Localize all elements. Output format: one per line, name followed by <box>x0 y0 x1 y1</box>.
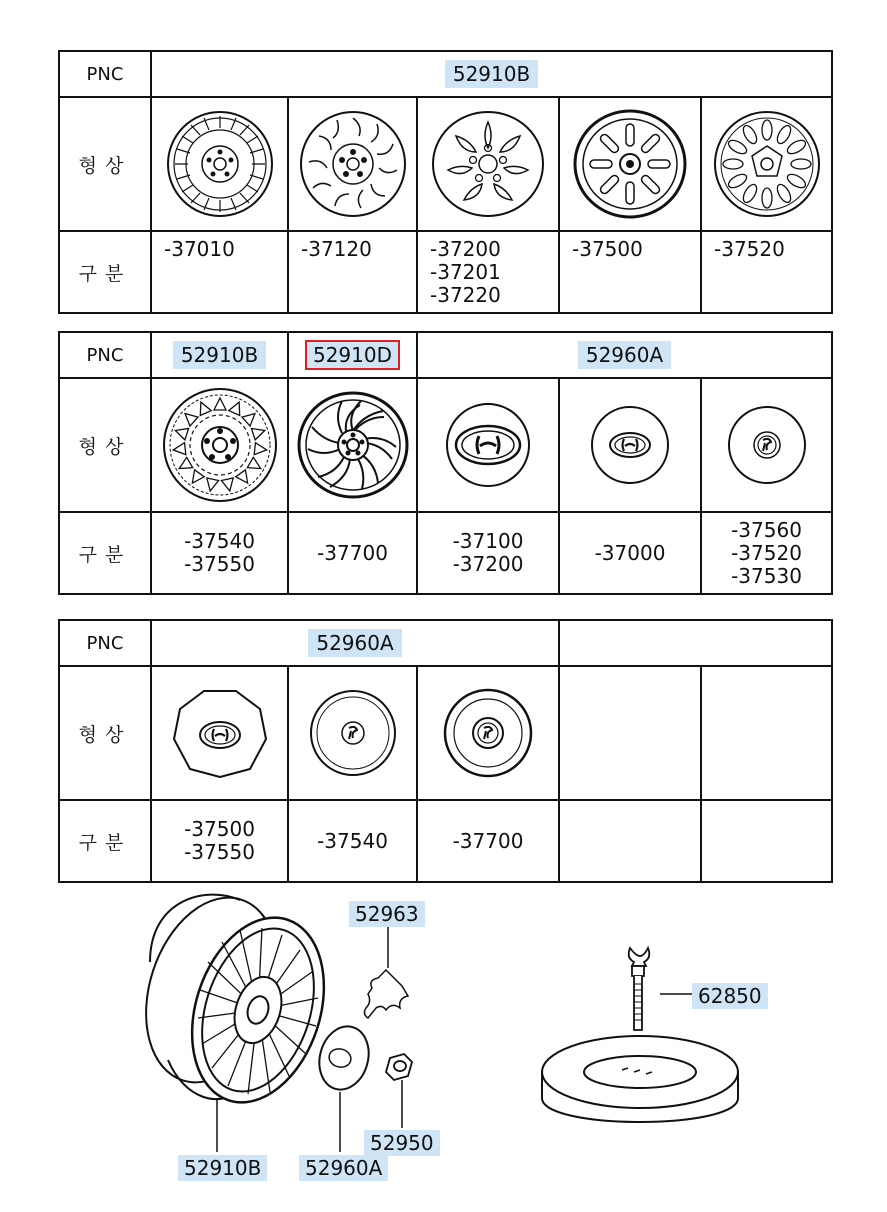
pnc-code[interactable]: 52960A <box>308 629 401 657</box>
pnc-label: PNC <box>59 620 151 666</box>
shape-label: 형상 <box>59 97 151 231</box>
part-code[interactable]: -37201 <box>430 260 501 284</box>
part-code[interactable]: -37200 <box>452 552 524 576</box>
shape-label: 형상 <box>59 666 151 800</box>
pnc-label: PNC <box>59 332 151 378</box>
pnc-code[interactable]: 52960A <box>578 341 671 369</box>
part-code[interactable]: -37540 <box>184 529 255 553</box>
part-code[interactable]: -37530 <box>731 563 802 588</box>
part-code[interactable]: -37000 <box>594 540 666 565</box>
part-code[interactable]: -37500 <box>184 817 255 841</box>
part-code[interactable]: -37520 <box>714 237 785 261</box>
part-code[interactable]: -37550 <box>184 840 255 864</box>
hubcap-drawing <box>313 1021 376 1095</box>
part-code[interactable]: -37120 <box>301 237 372 261</box>
part-code[interactable]: -37010 <box>164 237 235 261</box>
part-code[interactable]: -37700 <box>317 540 388 565</box>
class-label: 구분 <box>59 512 151 594</box>
part-code[interactable]: -37500 <box>572 237 643 261</box>
callout-hubcap[interactable]: 52960A <box>299 1155 388 1181</box>
part-code[interactable]: -37550 <box>184 552 255 576</box>
part-code[interactable]: -37220 <box>430 283 501 307</box>
carrier-bolt-drawing <box>629 948 650 1030</box>
callout-clip[interactable]: 52963 <box>349 901 425 927</box>
part-code[interactable]: -37560 <box>731 517 802 542</box>
part-code[interactable]: -37520 <box>731 540 802 565</box>
pnc-code[interactable]: 52910B <box>173 341 266 369</box>
callout-carrier[interactable]: 62850 <box>692 983 768 1009</box>
wheel-drawing <box>124 880 347 1119</box>
part-code[interactable]: -37540 <box>317 828 388 853</box>
callout-nut[interactable]: 52950 <box>364 1130 440 1156</box>
callout-wheel[interactable]: 52910B <box>178 1155 267 1181</box>
class-label: 구분 <box>59 800 151 882</box>
nut-drawing <box>386 1054 412 1080</box>
class-label: 구분 <box>59 231 151 313</box>
clip-drawing <box>364 970 408 1018</box>
part-code[interactable]: -37200 <box>430 237 501 261</box>
pnc-label: PNC <box>59 51 151 97</box>
spare-tire-drawing <box>542 1036 738 1122</box>
pnc-code-selected[interactable]: 52910D <box>305 340 400 370</box>
part-code[interactable]: -37700 <box>452 828 524 853</box>
pnc-code[interactable]: 52910B <box>445 60 538 88</box>
part-code[interactable]: -37100 <box>452 529 524 553</box>
shape-label: 형상 <box>59 378 151 512</box>
